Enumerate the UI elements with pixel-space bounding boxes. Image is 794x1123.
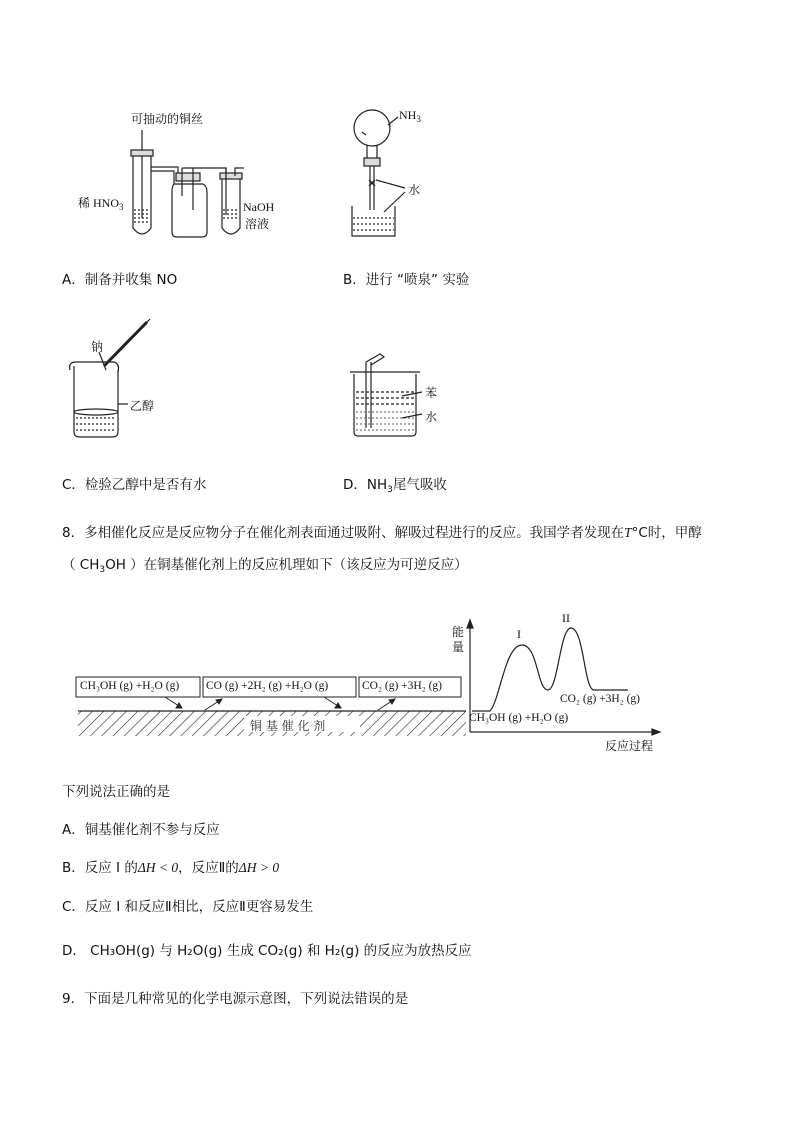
box-products: CO₂ (g) +3H₂ (g) bbox=[362, 680, 442, 692]
progress-axis-label: 反应过程 bbox=[605, 739, 654, 753]
q8-option-a: A．铜基催化剂不参与反应 bbox=[62, 822, 220, 838]
q8-option-c: C．反应 I 和反应Ⅱ相比，反应Ⅱ更容易发生 bbox=[62, 899, 314, 915]
q9-stem: 9．下面是几种常见的化学电源示意图，下列说法错误的是 bbox=[62, 991, 409, 1007]
solution-label: 溶液 bbox=[245, 217, 270, 231]
option-7a: A．制备并收集 NO bbox=[62, 272, 178, 288]
water-label-b: 水 bbox=[408, 183, 421, 197]
catalyst-label: 铜 基 催 化 剂 bbox=[250, 719, 326, 733]
product-level-label: CO₂ (g) +3H₂ (g) bbox=[560, 693, 640, 705]
option-7d: D．$NH_3$尾气吸收 bbox=[343, 477, 447, 495]
copper-wire-label: 可抽动的铜丝 bbox=[131, 112, 204, 126]
option-7b: B．进行 “喷泉” 实验 bbox=[343, 272, 470, 288]
peak-1-label: I bbox=[517, 627, 521, 641]
q8-stem-line1: 8．多相催化反应是反应物分子在催化剂表面通过吸附、解吸过程进行的反应。我国学者发现在T°C时，甲醇 bbox=[62, 525, 702, 541]
q8-stem-line2: （ $CH_3OH$ ）在铜基催化剂上的反应机理如下（该反应为可逆反应） bbox=[62, 557, 468, 575]
naoh-label: NaOH bbox=[243, 200, 275, 214]
q8-option-b: B．反应 I 的ΔH < 0，反应Ⅱ的ΔH > 0 bbox=[62, 860, 280, 876]
benzene-label: 苯 bbox=[425, 386, 438, 400]
q8-option-d: D． CH₃OH(g) 与 H₂O(g) 生成 CO₂(g) 和 H₂(g) 的反应为放热反应 bbox=[62, 943, 472, 959]
box-reactants: CH₃OH (g) +H₂O (g) bbox=[80, 680, 180, 692]
dilute-nitric-acid-label: 稀 $HNO_3$ bbox=[78, 196, 124, 212]
sodium-label: 钠 bbox=[91, 340, 104, 354]
peak-2-label: II bbox=[562, 611, 570, 625]
reactant-level-label: CH₃OH (g) +H₂O (g) bbox=[469, 712, 569, 724]
ethanol-label: 乙醇 bbox=[130, 399, 155, 413]
water-label-d: 水 bbox=[425, 410, 438, 424]
option-7c: C．检验乙醇中是否有水 bbox=[62, 477, 207, 493]
energy-axis-label: 能量 bbox=[452, 625, 465, 654]
ammonia-label: $NH_3$ bbox=[399, 108, 421, 124]
box-intermediate: CO (g) +2H₂ (g) +H₂O (g) bbox=[206, 680, 329, 692]
q8-question: 下列说法正确的是 bbox=[62, 784, 170, 800]
